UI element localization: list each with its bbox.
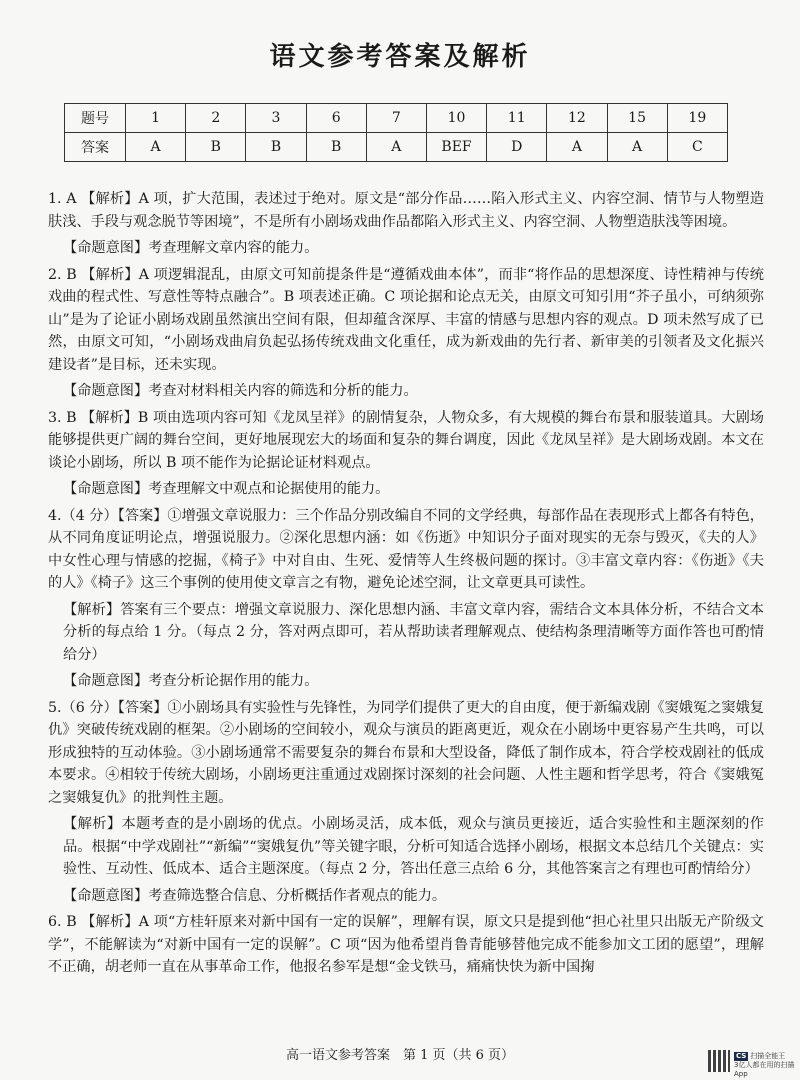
answer-cell: D — [487, 133, 547, 162]
question-number: 3 — [246, 104, 306, 133]
intent-note-5: 【命题意图】考查筛选整合信息、分析概括作者观点的能力。 — [63, 887, 447, 904]
explanation-body — [48, 188, 764, 979]
answer-table — [64, 103, 728, 162]
answer-cell: A — [126, 133, 186, 162]
scanner-watermark — [734, 1052, 796, 1078]
row-label: 题号 — [65, 104, 126, 133]
row-label: 答案 — [65, 133, 126, 162]
answer-explanation-6: 6. B 【解析】A 项“方桂轩原来对新中国有一定的误解”，理解有误，原文只是提到他“担心社里只出版无产阶级文学”，不能解读为“对新中国有一定的误解”。C 项“因为他希望肖鲁青能够替他完成不能参加文工团的愿望”，理解不正确，胡老师一直在从事革命工作，他报名参军是想“金戈铁马，痛痛快快为新中国掬 — [48, 914, 764, 975]
page-footer: 高一语文参考答案 第 1 页（共 6 页） — [285, 1048, 515, 1063]
answer-cell: B — [186, 133, 246, 162]
answer-explanation-5: 5.（6 分）【答案】①小剧场具有实验性与先锋性，为同学们提供了更大的自由度，便于新编戏剧《窦娥冤之窦娥复仇》突破传统戏剧的框架。②小剧场的空间较小，观众与演员的距离更近，观众在小剧场中更容易产生共鸣，可以形成独特的互动体验。③小剧场通常不需要复杂的舞台布景和大型设备，降低了制作成本，符合学校戏剧社的低成本要求。④相较于传统大剧场，小剧场更注重通过戏剧探讨深刻的社会问题、人性主题和哲学思考，符合《窦娥冤之窦娥复仇》的批判性主题。 — [48, 699, 764, 806]
answer-cell: C — [667, 133, 727, 162]
answer-cell: A — [607, 133, 667, 162]
scanner-tagline: 3亿人都在用的扫描App — [734, 1061, 795, 1078]
scanner-name: 扫描全能王 — [750, 1052, 786, 1060]
qr-code-icon — [708, 1050, 730, 1072]
analysis-note-5: 【解析】本题考查的是小剧场的优点。小剧场灵活，成本低，观众与演员更接近，适合实验性和主题深刻的作品。根据“中学戏剧社”“新编”“窦娥复仇”等关键字眼，分析可知适合选择小剧场，根据文本总结几个关键点：实验性、互动性、低成本、适合主题深度。（每点 2 分，答出任意三点给 6 分，其他答案言之有理也可酌情给分） — [63, 816, 764, 877]
question-number: 6 — [306, 104, 366, 133]
page-title: 语文参考答案及解析 — [269, 42, 531, 72]
intent-note-3: 【命题意图】考查理解文中观点和论据使用的能力。 — [63, 481, 390, 497]
answer-explanation-2: 2. B 【解析】A 项逻辑混乱，由原文可知前提条件是“遵循戏曲本体”，而非“将作品的思想深度、诗性精神与传统戏曲的程式性、写意性等特点融合”。B 项表述正确。C 项论据和论点无关，由原文可知引用“芥子虽小，可纳须弥山”是为了论证小剧场戏剧虽然演出空间有限，但却蕴含深厚、丰富的情感与思想内容的观点。D 项未然写成了已然，由原文可知，“小剧场戏曲肩负起弘扬传统戏曲文化重任，成为新戏曲的先行者、新审美的引领者及文化振兴建设者”是目标，还未实现。 — [48, 266, 764, 373]
question-number: 7 — [366, 104, 426, 133]
answer-explanation-3: 3. B 【解析】B 项由选项内容可知《龙凤呈祥》的剧情复杂，人物众多，有大规模的舞台布景和服装道具。大剧场能够提供更广阔的舞台空间，更好地展现宏大的场面和复杂的舞台调度，因此《龙凤呈祥》是大剧场戏剧。本文在谈论小剧场，所以 B 项不能作为论据论证材料观点。 — [48, 409, 764, 471]
question-number: 1 — [126, 104, 186, 133]
intent-note-2: 【命题意图】考查对材料相关内容的筛选和分析的能力。 — [63, 383, 418, 399]
question-number: 19 — [667, 104, 727, 133]
answer-explanation-1: 1. A 【解析】A 项，扩大范围，表述过于绝对。原文是“部分作品……陷入形式主义、内容空洞、情节与人物塑造肤浅、手段与观念脱节等困境”，不是所有小剧场戏曲作品都陷入形式主义、内容空洞、人物塑造肤浅等困境。 — [48, 191, 764, 230]
answer-cell: BEF — [426, 133, 486, 162]
answer-cell: B — [246, 133, 306, 162]
answer-cell: A — [366, 133, 426, 162]
question-number: 11 — [487, 104, 547, 133]
answer-cell: A — [547, 133, 607, 162]
question-number: 15 — [607, 104, 667, 133]
question-number: 2 — [186, 104, 246, 133]
intent-note-4: 【命题意图】考查分析论据作用的能力。 — [63, 673, 319, 689]
scanner-logo-icon: CS — [736, 1052, 747, 1060]
answer-explanation-4: 4.（4 分）【答案】①增强文章说服力：三个作品分别改编自不同的文学经典，每部作品在表现形式上都各有特色，从不同角度证明论点，增强说服力。②深化思想内涵：如《伤逝》中知识分子面对现实的无奈与毁灭，《夫的人》中女性心理与情感的挖掘，《椅子》中对自由、生死、爱情等人生终极问题的探讨。③丰富文章内容：《伤逝》《夫的人》《椅子》这三个事例的使用使文章言之有物，避免论述空洞，让文章更具可读性。 — [48, 507, 764, 591]
intent-note-1: 【命题意图】考查理解文章内容的能力。 — [63, 240, 319, 256]
question-number: 12 — [547, 104, 607, 133]
answer-row — [65, 133, 728, 162]
question-number: 10 — [426, 104, 486, 133]
analysis-note-4: 【解析】答案有三个要点：增强文章说服力、深化思想内涵、丰富文章内容，需结合文本具体分析，不结合文本分析的每点给 1 分。（每点 2 分，答对两点即可，若从帮助读者理解观点、使结构条理清晰等方面作答也可酌情给分） — [63, 601, 764, 663]
answer-cell: B — [306, 133, 366, 162]
question-number-row — [65, 104, 728, 133]
